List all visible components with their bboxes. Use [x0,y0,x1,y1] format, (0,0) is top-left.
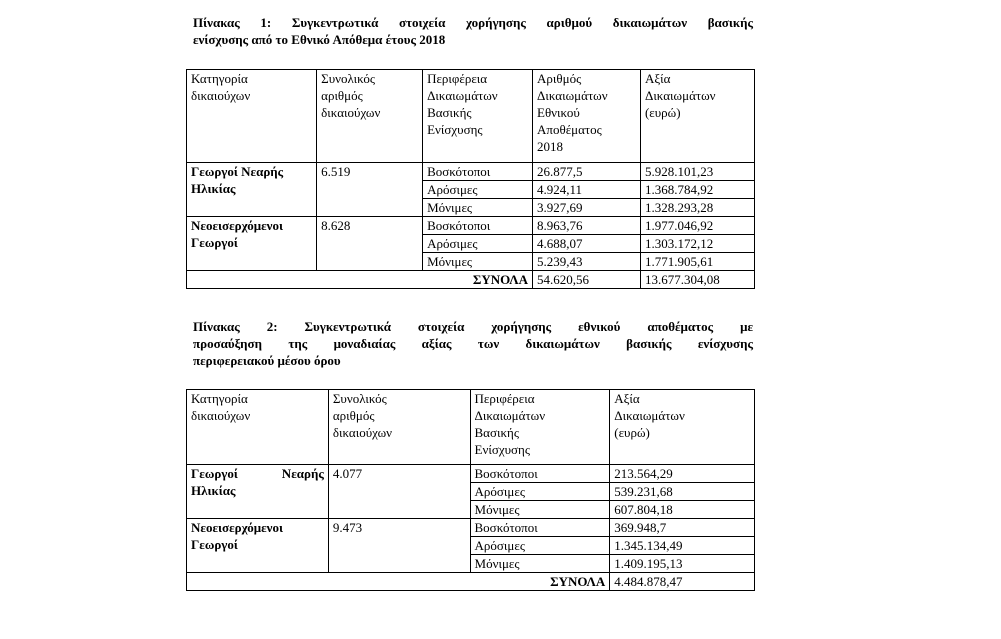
table1 [186,69,755,289]
count-cell: 3.927,69 [533,199,641,217]
beneficiaries-cell: 8.628 [317,217,423,271]
region-cell: Μόνιμες [470,501,610,519]
table2-caption [193,318,753,369]
count-cell: 4.924,11 [533,181,641,199]
totals-row [187,573,755,591]
table1-caption [193,14,753,48]
header-category: Κατηγορία δικαιούχων [187,70,317,163]
value-cell: 539.231,68 [610,483,755,501]
header-total-beneficiaries: Συνολικός αριθμός δικαιούχων [328,390,470,465]
totals-value: 4.484.878,47 [610,573,755,591]
caption-line: Πίνακας 1: Συγκεντρωτικά στοιχεία χορήγησης αριθμού δικαιωμάτων βασικής [193,15,753,30]
value-cell: 369.948,7 [610,519,755,537]
header-region: Περιφέρεια Δικαιωμάτων Βασικής Ενίσχυσης [423,70,533,163]
category-cell: Νεοεισερχόμενοι Γεωργοί [187,217,317,271]
count-cell: 5.239,43 [533,253,641,271]
header-entitlements-value: Αξία Δικαιωμάτων (ευρώ) [610,390,755,465]
category-cell: Νεοεισερχόμενοι Γεωργοί [187,519,329,573]
region-cell: Αρόσιμες [423,181,533,199]
header-entitlements-value: Αξία Δικαιωμάτων (ευρώ) [640,70,754,163]
region-cell: Βοσκότοποι [423,217,533,235]
region-cell: Βοσκότοποι [423,163,533,181]
region-cell: Αρόσιμες [470,483,610,501]
totals-label: ΣΥΝΟΛΑ [187,573,610,591]
value-cell: 1.409.195,13 [610,555,755,573]
region-cell: Αρόσιμες [470,537,610,555]
beneficiaries-cell: 6.519 [317,163,423,217]
table-row [187,465,755,483]
caption-line: περιφερειακού μέσου όρου [193,353,341,368]
caption-line: ενίσχυσης από το Εθνικό Απόθεμα έτους 2018 [193,32,446,47]
header-total-beneficiaries: Συνολικός αριθμός δικαιούχων [317,70,423,163]
table-row [187,217,755,235]
region-cell: Αρόσιμες [423,235,533,253]
beneficiaries-cell: 4.077 [328,465,470,519]
category-cell: Γεωργοί Νεαρής Ηλικίας [187,163,317,217]
value-cell: 213.564,29 [610,465,755,483]
header-category: Κατηγορία δικαιούχων [187,390,329,465]
caption-line: προσαύξηση της μοναδιαίας αξίας των δικαιωμάτων βασικής ενίσχυσης [193,336,753,351]
region-cell: Μόνιμες [470,555,610,573]
region-cell: Μόνιμες [423,253,533,271]
totals-row [187,271,755,289]
table-row [187,163,755,181]
totals-count: 54.620,56 [533,271,641,289]
count-cell: 4.688,07 [533,235,641,253]
table2 [186,389,755,591]
value-cell: 1.977.046,92 [640,217,754,235]
table-row [187,519,755,537]
category-cell: Γεωργοί Νεαρής Ηλικίας [187,465,329,519]
value-cell: 5.928.101,23 [640,163,754,181]
totals-label: ΣΥΝΟΛΑ [187,271,533,289]
value-cell: 1.345.134,49 [610,537,755,555]
header-entitlements-count: Αριθμός Δικαιωμάτων Εθνικού Αποθέματος 2018 [533,70,641,163]
value-cell: 607.804,18 [610,501,755,519]
value-cell: 1.771.905,61 [640,253,754,271]
value-cell: 1.368.784,92 [640,181,754,199]
region-cell: Βοσκότοποι [470,465,610,483]
totals-value: 13.677.304,08 [640,271,754,289]
region-cell: Μόνιμες [423,199,533,217]
table2-header-row [187,390,755,465]
caption-line: Πίνακας 2: Συγκεντρωτικά στοιχεία χορήγησης εθνικού αποθέματος με [193,319,753,334]
value-cell: 1.328.293,28 [640,199,754,217]
region-cell: Βοσκότοποι [470,519,610,537]
table1-header-row [187,70,755,163]
value-cell: 1.303.172,12 [640,235,754,253]
beneficiaries-cell: 9.473 [328,519,470,573]
header-region: Περιφέρεια Δικαιωμάτων Βασικής Ενίσχυσης [470,390,610,465]
count-cell: 8.963,76 [533,217,641,235]
count-cell: 26.877,5 [533,163,641,181]
